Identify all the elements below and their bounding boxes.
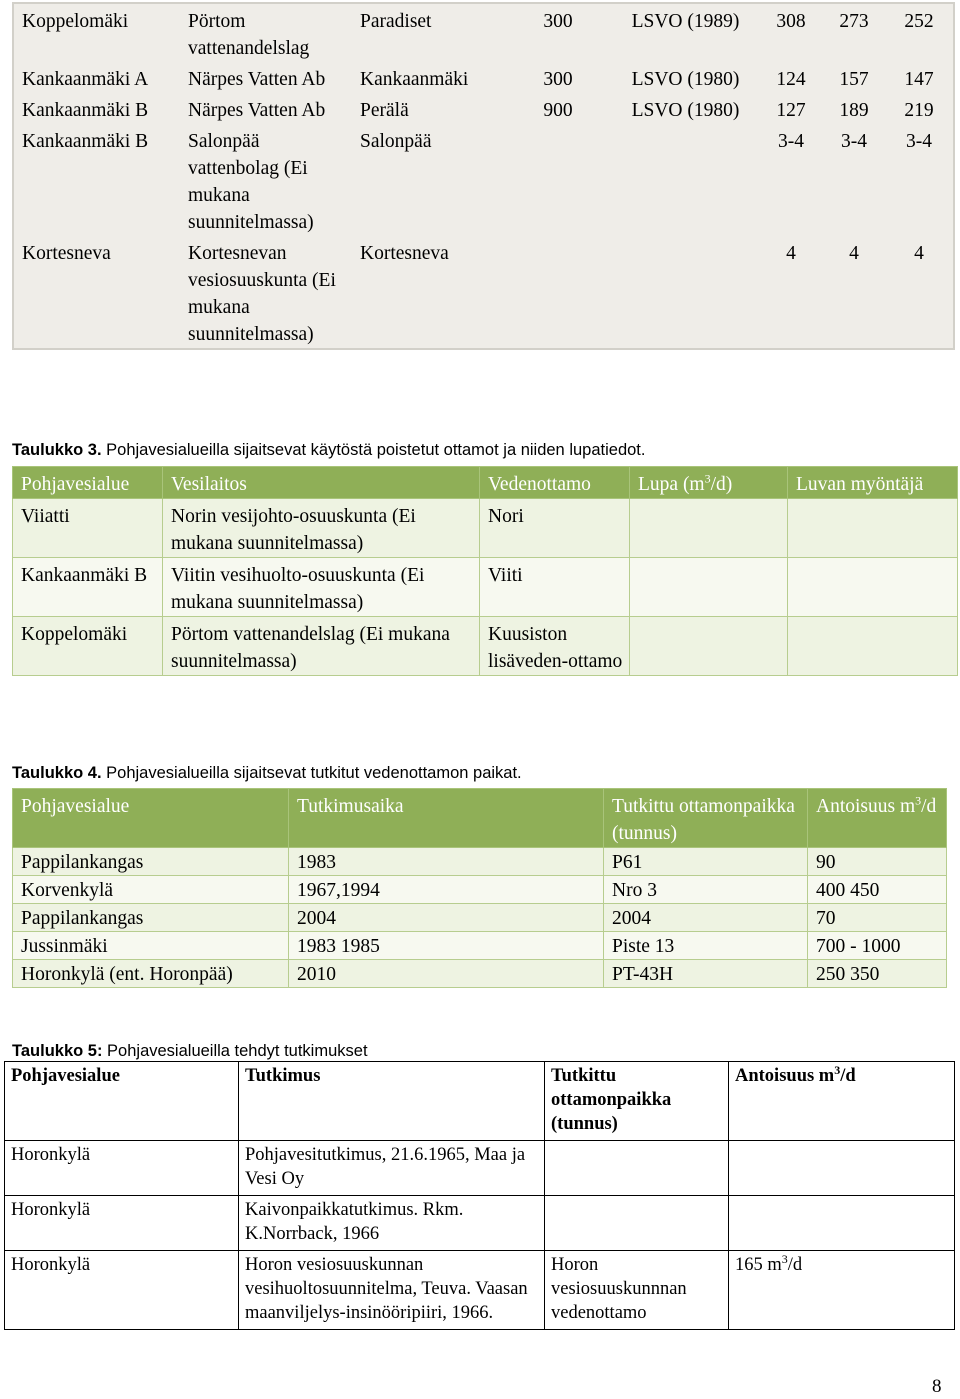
cell-value-2: 273 — [839, 11, 869, 32]
cell-permit — [502, 236, 612, 349]
cell-value-3: 3-4 — [906, 131, 932, 152]
cell-time: 1983 1985 — [289, 932, 604, 960]
cell-value-1: 308 — [776, 11, 806, 32]
page-number: 8 — [932, 1376, 942, 1397]
header-site: Tutkittu ottamonpaikka (tunnus) — [604, 789, 808, 848]
cell-grantor — [788, 558, 958, 617]
cell-value-2: 4 — [849, 243, 859, 264]
cell-time: 2010 — [289, 960, 604, 988]
cell-value-1: 124 — [776, 69, 806, 90]
cell-site: Nro 3 — [604, 876, 808, 904]
cell-value-3: 147 — [904, 69, 934, 90]
cell-study: Kaivonpaikkatutkimus. Rkm. K.Norrback, 1966 — [239, 1196, 545, 1251]
cell-site — [545, 1196, 729, 1251]
cell-area: Pappilankangas — [13, 904, 289, 932]
cell-site: PT-43H — [604, 960, 808, 988]
cell-intake: Kuusiston lisäveden-ottamo — [480, 617, 630, 676]
cell-value-2: 3-4 — [841, 131, 867, 152]
cell-area: Kankaanmäki A — [22, 69, 149, 90]
table-4-caption: Taulukko 4. Pohjavesialueilla sijaitsevat tutkitut vedenottamon paikat. — [12, 764, 522, 782]
cell-permit — [630, 499, 788, 558]
cell-area: Kortesneva — [22, 243, 111, 264]
cell-area: Koppelomäki — [22, 11, 129, 32]
cell-plant: Pörtom vattenandelslag (Ei mukana suunnitelmassa) — [163, 617, 480, 676]
cell-yield: 250 350 — [808, 960, 947, 988]
cell-permit: 300 — [543, 11, 573, 32]
table-row — [13, 558, 958, 617]
cell-value-1: 3-4 — [778, 131, 804, 152]
table-row — [13, 124, 954, 236]
cell-area: Horonkylä — [5, 1141, 239, 1196]
table-4 — [12, 788, 947, 988]
header-area: Pohjavesialue — [13, 467, 163, 499]
cell-time: 2004 — [289, 904, 604, 932]
table-row — [5, 1196, 955, 1251]
table-5-caption: Taulukko 5: Pohjavesialueilla tehdyt tutkimukset — [12, 1042, 368, 1060]
cell-plant: Norin vesijohto-osuuskunta (Ei mukana suunnitelmassa) — [163, 499, 480, 558]
header-time: Tutkimusaika — [289, 789, 604, 848]
cell-plant: Kortesnevan vesiosuuskunta (Ei mukana suunnitelmassa) — [188, 243, 336, 345]
cell-intake: Viiti — [480, 558, 630, 617]
cell-area: Horonkylä — [5, 1251, 239, 1330]
cell-area: Kankaanmäki B — [13, 558, 163, 617]
cell-permit: 900 — [543, 100, 573, 121]
table-5 — [4, 1061, 955, 1330]
cell-grantor: LSVO (1989) — [631, 11, 740, 32]
cell-yield: 90 — [808, 848, 947, 876]
header-yield: Antoisuus $m^3/d$ — [808, 789, 947, 848]
cell-time: 1983 — [289, 848, 604, 876]
cell-yield: 400 450 — [808, 876, 947, 904]
cell-permit — [502, 124, 612, 236]
table-row — [13, 848, 947, 876]
cell-grantor — [788, 499, 958, 558]
cell-intake: Kortesneva — [360, 243, 449, 264]
cell-site: Piste 13 — [604, 932, 808, 960]
cell-area: Kankaanmäki B — [22, 100, 149, 121]
table-2-continued — [12, 2, 955, 350]
cell-grantor — [612, 236, 757, 349]
table-row — [13, 3, 954, 62]
cell-site — [545, 1141, 729, 1196]
cell-area: Koppelomäki — [13, 617, 163, 676]
table-row — [13, 62, 954, 93]
cell-site: Horon vesiosuuskunnnan vedenottamo — [545, 1251, 729, 1330]
cell-time: 1967,1994 — [289, 876, 604, 904]
cell-plant: Närpes Vatten Ab — [188, 69, 326, 90]
cell-plant: Närpes Vatten Ab — [188, 100, 326, 121]
table-row — [13, 876, 947, 904]
cell-yield: 700 - 1000 — [808, 932, 947, 960]
header-area: Pohjavesialue — [5, 1062, 239, 1141]
header-intake: Vedenottamo — [480, 467, 630, 499]
cell-yield: 70 — [808, 904, 947, 932]
cell-value-1: 4 — [786, 243, 796, 264]
cell-permit — [630, 558, 788, 617]
table-row — [13, 499, 958, 558]
cell-intake: Paradiset — [360, 11, 432, 32]
cell-value-2: 189 — [839, 100, 869, 121]
cell-intake: Nori — [480, 499, 630, 558]
table-row — [13, 904, 947, 932]
cell-value-3: 219 — [904, 100, 934, 121]
cell-study: Pohjavesitutkimus, 21.6.1965, Maa ja Vesi Oy — [239, 1141, 545, 1196]
cell-area: Pappilankangas — [13, 848, 289, 876]
cell-permit — [630, 617, 788, 676]
header-study: Tutkimus — [239, 1062, 545, 1141]
header-grantor: Luvan myöntäjä — [788, 467, 958, 499]
cell-plant: Salonpää vattenbolag (Ei mukana suunnitelmassa) — [188, 131, 314, 233]
cell-grantor — [788, 617, 958, 676]
table-row — [13, 236, 954, 349]
cell-grantor: LSVO (1980) — [631, 69, 740, 90]
table-row — [13, 932, 947, 960]
cell-value-2: 157 — [839, 69, 869, 90]
cell-area: Horonkylä (ent. Horonpää) — [13, 960, 289, 988]
table-row — [13, 617, 958, 676]
cell-area: Viiatti — [13, 499, 163, 558]
header-area: Pohjavesialue — [13, 789, 289, 848]
table-3 — [12, 466, 958, 676]
cell-yield: 165 $m^3/d$ — [729, 1251, 955, 1330]
header-permit: Lupa $(m^3/d)$ — [630, 467, 788, 499]
cell-value-3: 252 — [904, 11, 934, 32]
cell-area: Jussinmäki — [13, 932, 289, 960]
table-row — [5, 1141, 955, 1196]
cell-permit: 300 — [543, 69, 573, 90]
cell-site: P61 — [604, 848, 808, 876]
cell-site: 2004 — [604, 904, 808, 932]
cell-plant: Pörtom vattenandelslag — [188, 11, 310, 59]
header-yield: Antoisuus $m^3/d$ — [729, 1062, 955, 1141]
cell-intake: Salonpää — [360, 131, 432, 152]
table-row — [5, 1251, 955, 1330]
cell-intake: Kankaanmäki — [360, 69, 469, 90]
cell-plant: Viitin vesihuolto-osuuskunta (Ei mukana suunnitelmassa) — [163, 558, 480, 617]
table-row — [13, 960, 947, 988]
table-3-caption: Taulukko 3. Pohjavesialueilla sijaitsevat käytöstä poistetut ottamot ja niiden lupatiedot. — [12, 441, 646, 459]
table-row — [13, 93, 954, 124]
cell-grantor — [612, 124, 757, 236]
cell-value-1: 127 — [776, 100, 806, 121]
header-plant: Vesilaitos — [163, 467, 480, 499]
cell-intake: Perälä — [360, 100, 409, 121]
header-site: Tutkittu ottamonpaikka (tunnus) — [545, 1062, 729, 1141]
cell-area: Horonkylä — [5, 1196, 239, 1251]
cell-grantor: LSVO (1980) — [631, 100, 740, 121]
cell-value-3: 4 — [914, 243, 924, 264]
cell-area: Korvenkylä — [13, 876, 289, 904]
cell-yield — [729, 1196, 955, 1251]
cell-yield — [729, 1141, 955, 1196]
cell-study: Horon vesiosuuskunnan vesihuoltosuunnitelma, Teuva. Vaasan maanviljelys-insinööripiiri, 1966. — [239, 1251, 545, 1330]
cell-area: Kankaanmäki B — [22, 131, 149, 152]
